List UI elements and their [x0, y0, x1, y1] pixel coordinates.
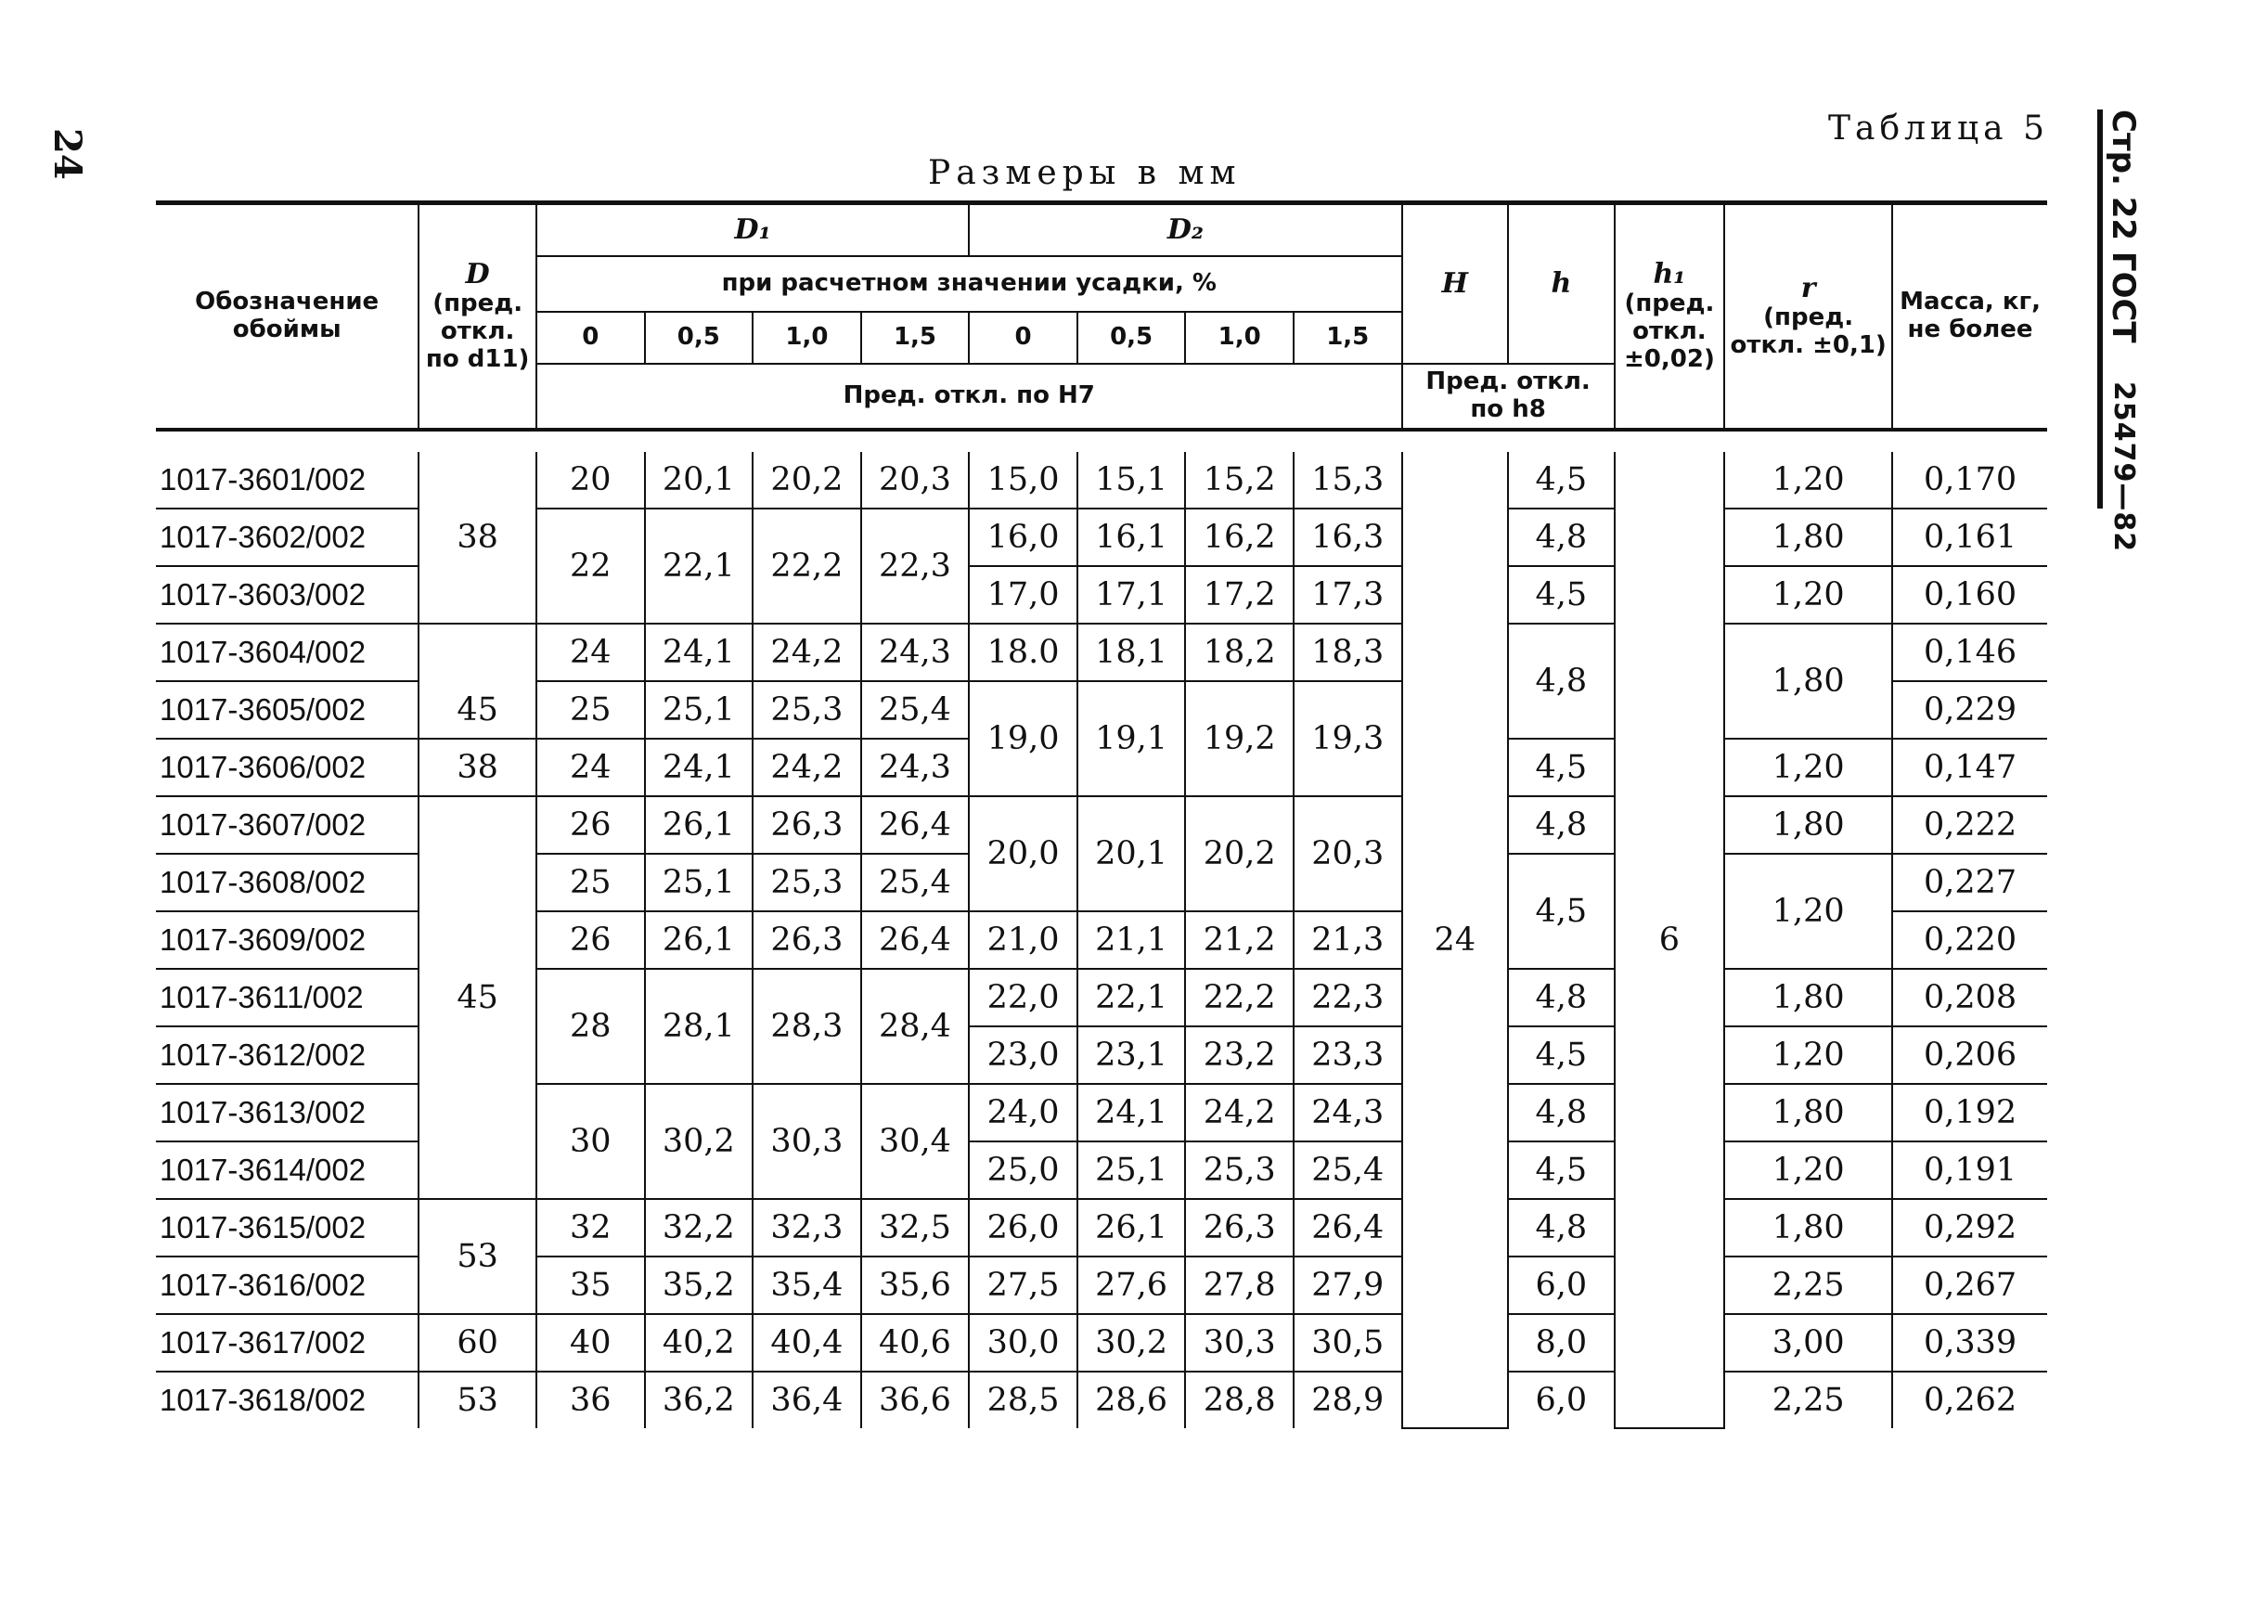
- D1-cell: 25,4: [861, 854, 970, 911]
- r-cell: 1,80: [1724, 624, 1892, 739]
- D2-cell: 20,1: [1077, 796, 1186, 911]
- D2-cell: 21,2: [1185, 911, 1294, 969]
- D1-cell: 28,4: [861, 969, 970, 1084]
- D1-cell: 36,2: [645, 1372, 754, 1428]
- h-cell: 4,5: [1508, 854, 1615, 969]
- D1-cell: 25,1: [645, 854, 754, 911]
- D2-cell: 24,0: [969, 1084, 1077, 1141]
- D2-cell: 16,2: [1185, 509, 1294, 566]
- pct-header: 1,5: [861, 312, 970, 364]
- D1-cell: 25,1: [645, 681, 754, 739]
- r-cell: 1,80: [1724, 1084, 1892, 1141]
- D2-cell: 20,0: [969, 796, 1077, 911]
- table-row: [156, 1199, 2047, 1257]
- D2-cell: 22,2: [1185, 969, 1294, 1026]
- D1-cell: 28,3: [753, 969, 861, 1084]
- D1-cell: 26,3: [753, 796, 861, 854]
- pct-header: 0: [969, 312, 1077, 364]
- h-cell: 4,5: [1508, 566, 1615, 624]
- D2-cell: 23,0: [969, 1026, 1077, 1084]
- D1-cell: 30,2: [645, 1084, 754, 1199]
- col-h-header: h: [1508, 203, 1615, 365]
- mass-cell: 0,222: [1892, 796, 2047, 854]
- D1-cell: 20: [536, 452, 645, 509]
- col-D1-header: D₁: [536, 203, 969, 257]
- D2-cell: 15,3: [1294, 452, 1402, 509]
- D1-cell: 32: [536, 1199, 645, 1257]
- D2-cell: 24,1: [1077, 1084, 1186, 1141]
- mass-cell: 0,292: [1892, 1199, 2047, 1257]
- table-row: [156, 452, 2047, 509]
- h1-tolerance: (пред. откл. ±0,02): [1624, 290, 1715, 374]
- D1-cell: 24,3: [861, 624, 970, 681]
- col-h1-header: h₁ (пред. откл. ±0,02): [1615, 203, 1725, 431]
- D2-cell: 20,2: [1185, 796, 1294, 911]
- D2-cell: 28,5: [969, 1372, 1077, 1428]
- h-cell: 4,5: [1508, 739, 1615, 796]
- side-rule: [2097, 110, 2103, 509]
- D1-cell: 24,1: [645, 624, 754, 681]
- D1-cell: 24,2: [753, 739, 861, 796]
- D2-cell: 18,3: [1294, 624, 1402, 681]
- D-symbol: D: [465, 257, 490, 290]
- h-cell: 4,5: [1508, 452, 1615, 509]
- mass-cell: 0,160: [1892, 566, 2047, 624]
- D1-cell: 35,6: [861, 1257, 970, 1314]
- D-tolerance: (пред. откл. по d11): [425, 290, 530, 374]
- D2-cell: 24,2: [1185, 1084, 1294, 1141]
- D2-cell: 15,0: [969, 452, 1077, 509]
- D1-cell: 40: [536, 1314, 645, 1372]
- h-cell: 4,8: [1508, 796, 1615, 854]
- pct-header: 0,5: [645, 312, 754, 364]
- dimensions-table: [156, 200, 2047, 1429]
- h-cell: 6,0: [1508, 1372, 1615, 1428]
- D1-cell: 26,1: [645, 796, 754, 854]
- D1-cell: 36,4: [753, 1372, 861, 1428]
- D2-cell: 21,3: [1294, 911, 1402, 969]
- designation-cell: 1017-3608/002: [156, 854, 419, 911]
- mass-cell: 0,227: [1892, 854, 2047, 911]
- D2-cell: 16,3: [1294, 509, 1402, 566]
- h7-tolerance-header: Пред. откл. по Н7: [536, 364, 1402, 430]
- D2-cell: 22,3: [1294, 969, 1402, 1026]
- designation-cell: 1017-3605/002: [156, 681, 419, 739]
- D2-cell: 18,2: [1185, 624, 1294, 681]
- D2-cell: 30,0: [969, 1314, 1077, 1372]
- col-mass-header: Масса, кг, не более: [1892, 203, 2047, 431]
- mass-cell: 0,191: [1892, 1141, 2047, 1199]
- D1-cell: 24,3: [861, 739, 970, 796]
- page-number: 24: [45, 128, 89, 180]
- h-cell: 8,0: [1508, 1314, 1615, 1372]
- table-row: [156, 796, 2047, 854]
- D1-cell: 28: [536, 969, 645, 1084]
- mass-cell: 0,267: [1892, 1257, 2047, 1314]
- standard-number: 25479—82: [2107, 381, 2140, 553]
- H-cell: 24: [1402, 452, 1509, 1428]
- h-cell: 4,8: [1508, 509, 1615, 566]
- mass-cell: 0,206: [1892, 1026, 2047, 1084]
- D2-cell: 19,3: [1294, 681, 1402, 796]
- D1-cell: 25: [536, 681, 645, 739]
- D-cell: 38: [419, 739, 536, 796]
- D2-cell: 25,4: [1294, 1141, 1402, 1199]
- D2-cell: 30,5: [1294, 1314, 1402, 1372]
- D1-cell: 26: [536, 796, 645, 854]
- D1-cell: 32,2: [645, 1199, 754, 1257]
- D1-cell: 22,2: [753, 509, 861, 624]
- D1-cell: 40,4: [753, 1314, 861, 1372]
- D1-cell: 20,1: [645, 452, 754, 509]
- D1-cell: 24,1: [645, 739, 754, 796]
- D2-cell: 30,3: [1185, 1314, 1294, 1372]
- D1-cell: 24,2: [753, 624, 861, 681]
- D1-cell: 25,4: [861, 681, 970, 739]
- D2-cell: 23,2: [1185, 1026, 1294, 1084]
- D1-cell: 24: [536, 739, 645, 796]
- col-designation-header: Обозначение обоймы: [156, 203, 419, 431]
- mass-cell: 0,229: [1892, 681, 2047, 739]
- D2-cell: 16,0: [969, 509, 1077, 566]
- mass-cell: 0,208: [1892, 969, 2047, 1026]
- mass-cell: 0,146: [1892, 624, 2047, 681]
- r-cell: 2,25: [1724, 1372, 1892, 1428]
- D2-cell: 28,6: [1077, 1372, 1186, 1428]
- designation-cell: 1017-3609/002: [156, 911, 419, 969]
- D2-cell: 27,8: [1185, 1257, 1294, 1314]
- D2-cell: 26,0: [969, 1199, 1077, 1257]
- D2-cell: 17,1: [1077, 566, 1186, 624]
- designation-cell: 1017-3611/002: [156, 969, 419, 1026]
- D1-cell: 24: [536, 624, 645, 681]
- designation-cell: 1017-3616/002: [156, 1257, 419, 1314]
- r-cell: 1,20: [1724, 566, 1892, 624]
- D2-cell: 17,0: [969, 566, 1077, 624]
- r-cell: 3,00: [1724, 1314, 1892, 1372]
- table-row: [156, 1314, 2047, 1372]
- D1-cell: 32,5: [861, 1199, 970, 1257]
- h-cell: 6,0: [1508, 1257, 1615, 1314]
- D2-cell: 22,0: [969, 969, 1077, 1026]
- mass-cell: 0,339: [1892, 1314, 2047, 1372]
- shrinkage-header: при расчетном значении усадки, %: [536, 256, 1402, 312]
- D2-cell: 19,0: [969, 681, 1077, 796]
- col-D-header: [419, 203, 536, 431]
- D1-cell: 20,2: [753, 452, 861, 509]
- units-caption: Размеры в мм: [928, 154, 1242, 192]
- pct-header: 1,5: [1294, 312, 1402, 364]
- D2-cell: 19,1: [1077, 681, 1186, 796]
- designation-cell: 1017-3613/002: [156, 1084, 419, 1141]
- D2-cell: 21,0: [969, 911, 1077, 969]
- mass-cell: 0,147: [1892, 739, 2047, 796]
- standard-reference: [2105, 110, 2142, 553]
- D2-cell: 25,0: [969, 1141, 1077, 1199]
- D2-cell: 28,8: [1185, 1372, 1294, 1428]
- D1-cell: 35: [536, 1257, 645, 1314]
- D1-cell: 26,4: [861, 796, 970, 854]
- r-cell: 1,20: [1724, 1141, 1892, 1199]
- r-cell: 1,20: [1724, 739, 1892, 796]
- col-D2-header: D₂: [969, 203, 1401, 257]
- D1-cell: 26,3: [753, 911, 861, 969]
- D-cell: 53: [419, 1199, 536, 1314]
- D2-cell: 15,1: [1077, 452, 1186, 509]
- D1-cell: 25,3: [753, 854, 861, 911]
- D1-cell: 25: [536, 854, 645, 911]
- D1-cell: 30,4: [861, 1084, 970, 1199]
- designation-cell: 1017-3618/002: [156, 1372, 419, 1428]
- r-cell: 1,20: [1724, 854, 1892, 969]
- D1-cell: 20,3: [861, 452, 970, 509]
- D1-cell: 35,4: [753, 1257, 861, 1314]
- designation-cell: 1017-3607/002: [156, 796, 419, 854]
- pct-header: 1,0: [753, 312, 861, 364]
- D1-cell: 28,1: [645, 969, 754, 1084]
- D2-cell: 15,2: [1185, 452, 1294, 509]
- designation-cell: 1017-3601/002: [156, 452, 419, 509]
- D2-cell: 21,1: [1077, 911, 1186, 969]
- mass-cell: 0,161: [1892, 509, 2047, 566]
- D1-cell: 35,2: [645, 1257, 754, 1314]
- D1-cell: 36: [536, 1372, 645, 1428]
- D2-cell: 28,9: [1294, 1372, 1402, 1428]
- table-title: Таблица 5: [1828, 110, 2049, 148]
- col-H-header: H: [1402, 203, 1509, 365]
- D2-cell: 23,3: [1294, 1026, 1402, 1084]
- mass-cell: 0,220: [1892, 911, 2047, 969]
- D2-cell: 18.0: [969, 624, 1077, 681]
- designation-cell: 1017-3604/002: [156, 624, 419, 681]
- designation-cell: 1017-3614/002: [156, 1141, 419, 1199]
- h-cell: 4,8: [1508, 1084, 1615, 1141]
- D2-cell: 19,2: [1185, 681, 1294, 796]
- pct-header: 0: [536, 312, 645, 364]
- D-cell: 45: [419, 796, 536, 1199]
- D2-cell: 30,2: [1077, 1314, 1186, 1372]
- D1-cell: 30: [536, 1084, 645, 1199]
- D-cell: [419, 624, 536, 681]
- h8-tolerance-header: Пред. откл. по h8: [1402, 364, 1615, 430]
- D2-cell: 24,3: [1294, 1084, 1402, 1141]
- h-cell: 4,8: [1508, 969, 1615, 1026]
- D2-cell: 23,1: [1077, 1026, 1186, 1084]
- D2-cell: 20,3: [1294, 796, 1402, 911]
- designation-cell: 1017-3603/002: [156, 566, 419, 624]
- D2-cell: 27,9: [1294, 1257, 1402, 1314]
- D1-cell: 25,3: [753, 681, 861, 739]
- designation-cell: 1017-3617/002: [156, 1314, 419, 1372]
- r-cell: 2,25: [1724, 1257, 1892, 1314]
- designation-cell: 1017-3602/002: [156, 509, 419, 566]
- D-cell: 45: [419, 681, 536, 739]
- D1-cell: 22,1: [645, 509, 754, 624]
- D2-cell: 27,5: [969, 1257, 1077, 1314]
- D1-cell: 40,2: [645, 1314, 754, 1372]
- D1-cell: 32,3: [753, 1199, 861, 1257]
- col-r-header: r (пред. откл. ±0,1): [1724, 203, 1892, 431]
- h-cell: 4,5: [1508, 1141, 1615, 1199]
- mass-cell: 0,192: [1892, 1084, 2047, 1141]
- designation-cell: 1017-3615/002: [156, 1199, 419, 1257]
- pct-header: 1,0: [1185, 312, 1294, 364]
- D2-cell: 17,2: [1185, 566, 1294, 624]
- pct-header: 0,5: [1077, 312, 1186, 364]
- D2-cell: 25,1: [1077, 1141, 1186, 1199]
- table-row: [156, 1372, 2047, 1428]
- r-cell: 1,80: [1724, 509, 1892, 566]
- designation-cell: 1017-3612/002: [156, 1026, 419, 1084]
- D2-cell: 25,3: [1185, 1141, 1294, 1199]
- D1-cell: 40,6: [861, 1314, 970, 1372]
- D2-cell: 26,4: [1294, 1199, 1402, 1257]
- r-cell: 1,80: [1724, 796, 1892, 854]
- table-row: [156, 624, 2047, 681]
- standard-page-ref: Стр. 22 ГОСТ: [2105, 110, 2142, 343]
- r-tolerance: (пред. откл. ±0,1): [1730, 303, 1887, 360]
- D-cell: 60: [419, 1314, 536, 1372]
- D2-cell: 22,1: [1077, 969, 1186, 1026]
- r-cell: 1,80: [1724, 969, 1892, 1026]
- h-cell: 4,5: [1508, 1026, 1615, 1084]
- D-cell: 38: [419, 452, 536, 624]
- mass-cell: 0,262: [1892, 1372, 2047, 1428]
- r-cell: 1,20: [1724, 1026, 1892, 1084]
- h-cell: 4,8: [1508, 624, 1615, 739]
- D1-cell: 22,3: [861, 509, 970, 624]
- D1-cell: 26: [536, 911, 645, 969]
- D1-cell: 36,6: [861, 1372, 970, 1428]
- r-cell: 1,80: [1724, 1199, 1892, 1257]
- mass-cell: 0,170: [1892, 452, 2047, 509]
- D2-cell: 26,3: [1185, 1199, 1294, 1257]
- D-cell: 53: [419, 1372, 536, 1428]
- h-cell: 4,8: [1508, 1199, 1615, 1257]
- D2-cell: 26,1: [1077, 1199, 1186, 1257]
- D2-cell: 27,6: [1077, 1257, 1186, 1314]
- designation-cell: 1017-3606/002: [156, 739, 419, 796]
- D1-cell: 30,3: [753, 1084, 861, 1199]
- D2-cell: 17,3: [1294, 566, 1402, 624]
- D1-cell: 22: [536, 509, 645, 624]
- D1-cell: 26,1: [645, 911, 754, 969]
- h1-cell: 6: [1615, 452, 1725, 1428]
- D2-cell: 16,1: [1077, 509, 1186, 566]
- D2-cell: 18,1: [1077, 624, 1186, 681]
- r-cell: 1,20: [1724, 452, 1892, 509]
- D1-cell: 26,4: [861, 911, 970, 969]
